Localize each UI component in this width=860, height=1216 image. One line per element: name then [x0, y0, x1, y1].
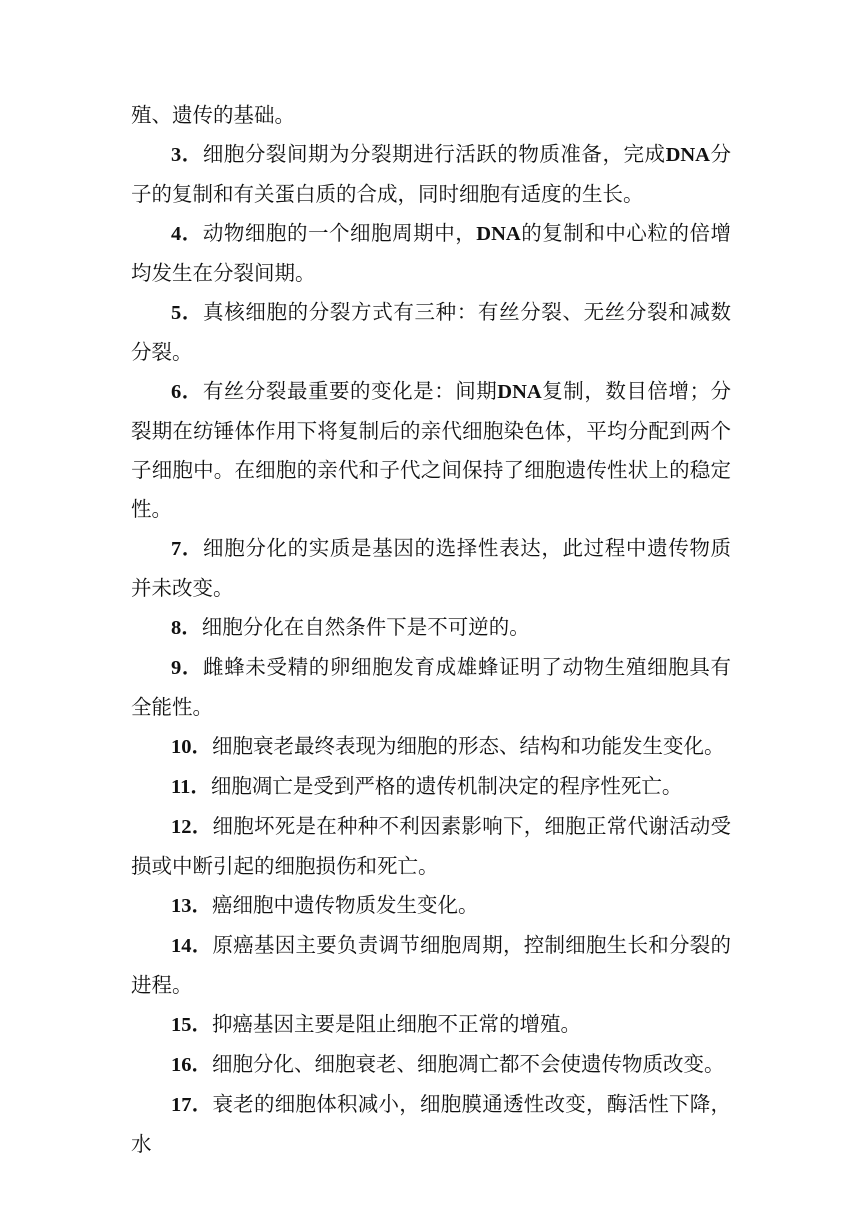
item-text: 分子的复制和有关蛋白质的合成，同时细胞有适度的生长。: [131, 142, 732, 206]
item-text: 细胞分化在自然条件下是不可逆的。: [201, 615, 530, 639]
list-item-15: [131, 1005, 731, 1045]
item-text: 细胞分裂间期为分裂期进行活跃的物质准备，完成: [202, 142, 666, 166]
item-number: 15．: [171, 1014, 212, 1036]
item-text: 原癌基因主要负责调节细胞周期，控制细胞生长和分裂的进程。: [131, 933, 731, 997]
item-number: 3．: [171, 144, 203, 166]
list-item-7: [131, 529, 731, 608]
item-number: 8．: [171, 617, 202, 639]
item-term-dna: DNA: [476, 223, 521, 245]
list-item-14: [131, 926, 731, 1005]
item-text: 有丝分裂最重要的变化是：间期: [202, 379, 498, 403]
item-term-dna: DNA: [665, 144, 710, 166]
continuation-paragraph: 殖、遗传的基础。: [131, 103, 295, 127]
item-text: 细胞分化、细胞衰老、细胞凋亡都不会使遗传物质改变。: [212, 1052, 725, 1076]
item-text: 癌细胞中遗传物质发生变化。: [212, 893, 479, 917]
item-number: 14．: [171, 935, 213, 957]
list-item-16: [131, 1045, 731, 1085]
item-text: 动物细胞的一个细胞周期中，: [202, 221, 477, 245]
item-text: 细胞分化的实质是基因的选择性表达，此过程中遗传物质并未改变。: [131, 536, 732, 600]
item-text: 细胞凋亡是受到严格的遗传机制决定的程序性死亡。: [210, 774, 683, 798]
item-number: 4．: [171, 223, 203, 245]
item-number: 9．: [171, 657, 204, 679]
item-text: 细胞坏死是在种种不利因素影响下，细胞正常代谢活动受损或中断引起的细胞损伤和死亡。: [131, 814, 731, 878]
item-number: 13．: [171, 895, 212, 917]
item-text: 复制，数目倍增；分裂期在纺锤体作用下将复制后的亲代细胞染色体，平均分配到两个子细胞中。在细胞的亲代和子代之间保持了细胞遗传性状上的稳定性。: [131, 379, 732, 521]
list-item-10: [131, 727, 731, 767]
item-text: 雌蜂未受精的卵细胞发育成雄蜂证明了动物生殖细胞具有全能性。: [131, 655, 732, 719]
list-item-6: [131, 372, 731, 529]
document-page: [131, 96, 731, 1164]
list-item-9: [131, 648, 731, 727]
item-number: 7．: [171, 538, 204, 560]
item-text: 衰老的细胞体积减小，细胞膜通透性改变，酶活性下降，水: [131, 1092, 731, 1156]
item-number: 11．: [171, 776, 211, 798]
list-item-17: [131, 1085, 731, 1164]
list-item-11: [131, 767, 731, 807]
item-text: 抑癌基因主要是阻止细胞不正常的增殖。: [212, 1012, 581, 1036]
item-text: 的复制和中心粒的倍增均发生在分裂间期。: [131, 221, 732, 285]
item-number: 12．: [171, 816, 213, 838]
list-item-5: [131, 293, 731, 372]
item-number: 5．: [171, 302, 204, 324]
list-item-12: [131, 807, 731, 886]
list-item-4: [131, 214, 731, 293]
item-number: 17．: [171, 1094, 213, 1116]
item-text: 真核细胞的分裂方式有三种：有丝分裂、无丝分裂和减数分裂。: [131, 300, 732, 364]
list-item-13: [131, 886, 731, 926]
list-item-3: [131, 135, 731, 214]
list-item-8: [131, 608, 731, 648]
item-number: 16．: [171, 1054, 212, 1076]
item-number: 6．: [171, 381, 203, 403]
item-term-dna: DNA: [497, 381, 542, 403]
item-text: 细胞衰老最终表现为细胞的形态、结构和功能发生变化。: [212, 734, 725, 758]
item-number: 10．: [171, 736, 212, 758]
